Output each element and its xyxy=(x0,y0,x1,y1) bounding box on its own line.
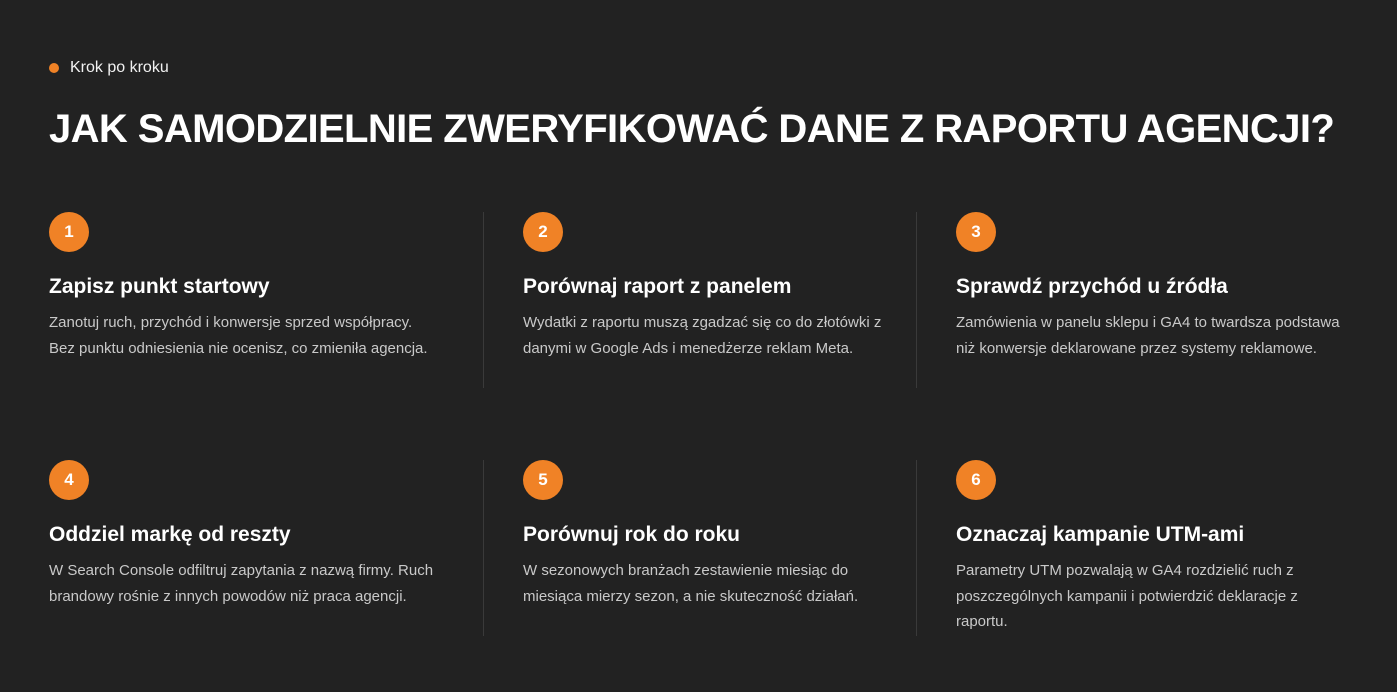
eyebrow xyxy=(49,58,1397,78)
step-title: Porównaj raport z panelem xyxy=(523,275,792,298)
step-number-badge: 4 xyxy=(49,460,89,500)
step-card-6 xyxy=(916,460,1349,636)
step-number-badge: 1 xyxy=(49,212,89,252)
steps-grid xyxy=(49,212,1349,636)
steps-row-1 xyxy=(49,212,1349,388)
step-number-badge: 6 xyxy=(956,460,996,500)
step-description: Zanotuj ruch, przychód i konwersje sprzed współpracy. Bez punktu odniesienia nie ocenisz, co zmieniła agencja. xyxy=(49,314,428,357)
step-title: Sprawdź przychód u źródła xyxy=(956,275,1228,298)
step-card-4 xyxy=(49,460,483,636)
step-card-1 xyxy=(49,212,483,388)
step-description: Wydatki z raportu muszą zgadzać się co do złotówki z danymi w Google Ads i menedżerze reklam Meta. xyxy=(523,314,882,357)
step-number-badge: 5 xyxy=(523,460,563,500)
step-title: Zapisz punkt startowy xyxy=(49,275,270,298)
step-number-badge: 2 xyxy=(523,212,563,252)
step-card-5 xyxy=(483,460,916,636)
step-title: Porównuj rok do roku xyxy=(523,523,741,546)
step-number-badge: 3 xyxy=(956,212,996,252)
steps-row-2 xyxy=(49,460,1349,636)
accent-dot-icon xyxy=(49,63,59,73)
step-description: Zamówienia w panelu sklepu i GA4 to twardsza podstawa niż konwersje deklarowane przez systemy reklamowe. xyxy=(956,314,1340,357)
step-title: Oddziel markę od reszty xyxy=(49,523,291,546)
step-title: Oznaczaj kampanie UTM-ami xyxy=(956,523,1245,546)
step-description: Parametry UTM pozwalają w GA4 rozdzielić ruch z poszczególnych kampanii i potwierdzić deklaracje z raportu. xyxy=(956,562,1298,630)
eyebrow-label: Krok po kroku xyxy=(70,59,169,76)
step-description: W sezonowych branżach zestawienie miesiąc do miesiąca mierzy sezon, a nie skuteczność działań. xyxy=(523,562,859,605)
step-card-2 xyxy=(483,212,916,388)
step-description: W Search Console odfiltruj zapytania z nazwą firmy. Ruch brandowy rośnie z innych powodów niż praca agencji. xyxy=(49,562,434,605)
section-title: JAK SAMODZIELNIE ZWERYFIKOWAĆ DANE Z RAPORTU AGENCJI? xyxy=(49,107,1335,151)
step-card-3 xyxy=(916,212,1349,388)
